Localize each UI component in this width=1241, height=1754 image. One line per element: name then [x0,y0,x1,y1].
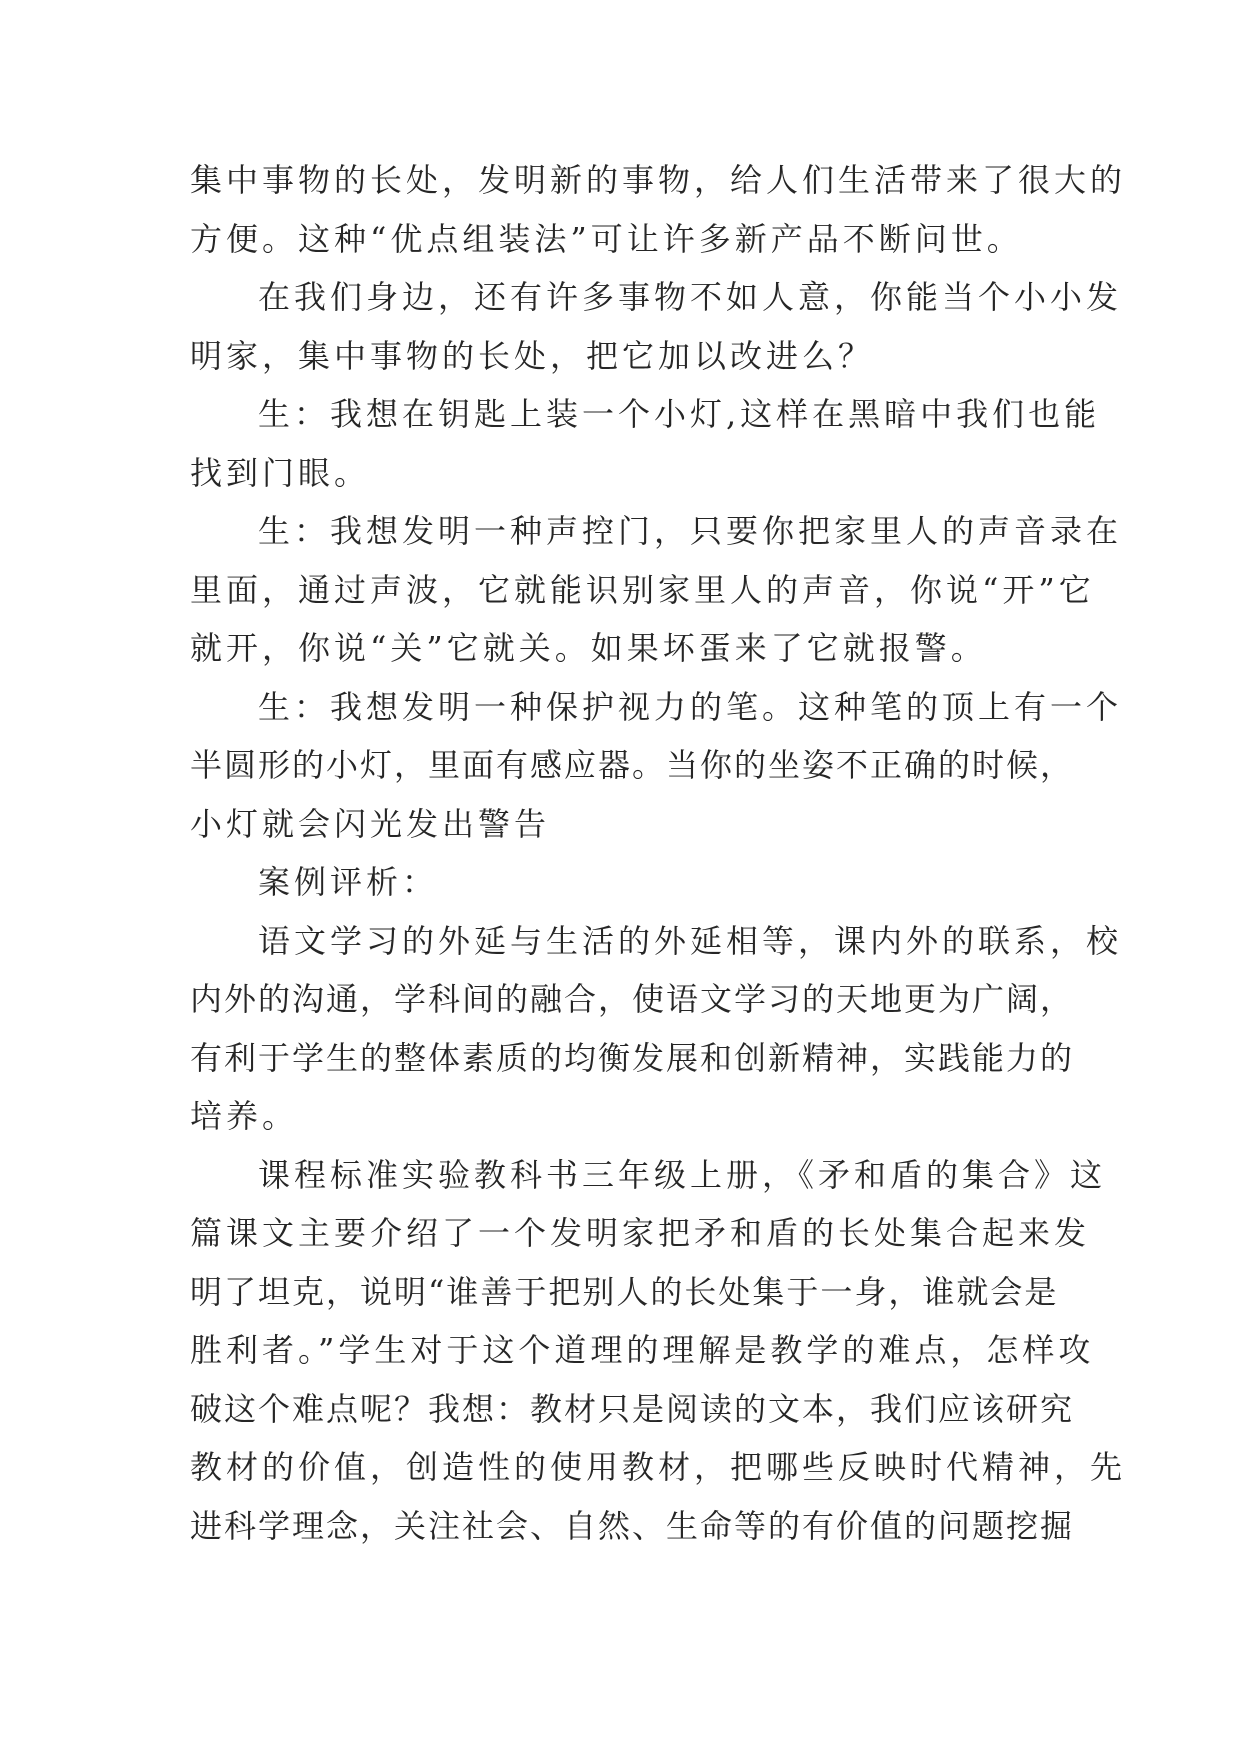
text-line: 小灯就会闪光发出警告 [190,804,551,843]
paragraph-first-line: 在我们身边，还有许多事物不如人意，你能当个小小发 [258,278,1123,316]
text-line: 培养。 [190,1097,299,1135]
paragraph-first-line: 生：我想发明一种声控门，只要你把家里人的声音录在 [258,512,1123,550]
text-line: 胜利者。”学生对于这个道理的理解是教学的难点，怎样攻 [190,1331,1095,1369]
text-line: 内外的沟通，学科间的融合，使语文学习的天地更为广阔， [190,980,1075,1018]
text-line: 进科学理念，关注社会、自然、生命等的有价值的问题挖掘 [190,1506,1075,1545]
text-line: 方便。这种“优点组装法”可让许多新产品不断问世。 [190,219,1023,258]
paragraph-first-line: 语文学习的外延与生活的外延相等，课内外的联系，校 [258,921,1123,960]
text-line: 明家，集中事物的长处，把它加以改进么？ [190,336,875,375]
text-line: 半圆形的小灯，里面有感应器。当你的坐姿不正确的时候， [190,746,1075,784]
text-line: 就开，你说“关”它就关。如果坏蛋来了它就报警。 [190,629,987,667]
paragraph-first-line: 生：我想在钥匙上装一个小灯,这样在黑暗中我们也能 [258,395,1101,433]
text-line: 里面，通过声波，它就能识别家里人的声音，你说“开”它 [190,570,1095,609]
text-line: 篇课文主要介绍了一个发明家把矛和盾的长处集合起来发 [190,1214,1091,1252]
section-heading: 案例评析： [258,863,439,901]
text-line: 教材的价值，创造性的使用教材，把哪些反映时代精神，先 [190,1448,1127,1486]
text-line: 找到门眼。 [190,453,371,492]
text-line: 明了坦克，说明“谁善于把别人的长处集于一身，谁就会是 [190,1272,1059,1311]
text-line: 破这个难点呢？我想：教材只是阅读的文本，我们应该研究 [190,1389,1075,1428]
paragraph-first-line: 生：我想发明一种保护视力的笔。这种笔的顶上有一个 [258,687,1123,726]
text-line: 有利于学生的整体素质的均衡发展和创新精神，实践能力的 [190,1038,1075,1077]
document-body [190,160,1127,1564]
text-line: 集中事物的长处，发明新的事物，给人们生活带来了很大的 [190,161,1127,199]
paragraph-first-line: 课程标准实验教科书三年级上册，《矛和盾的集合》这 [258,1155,1107,1194]
